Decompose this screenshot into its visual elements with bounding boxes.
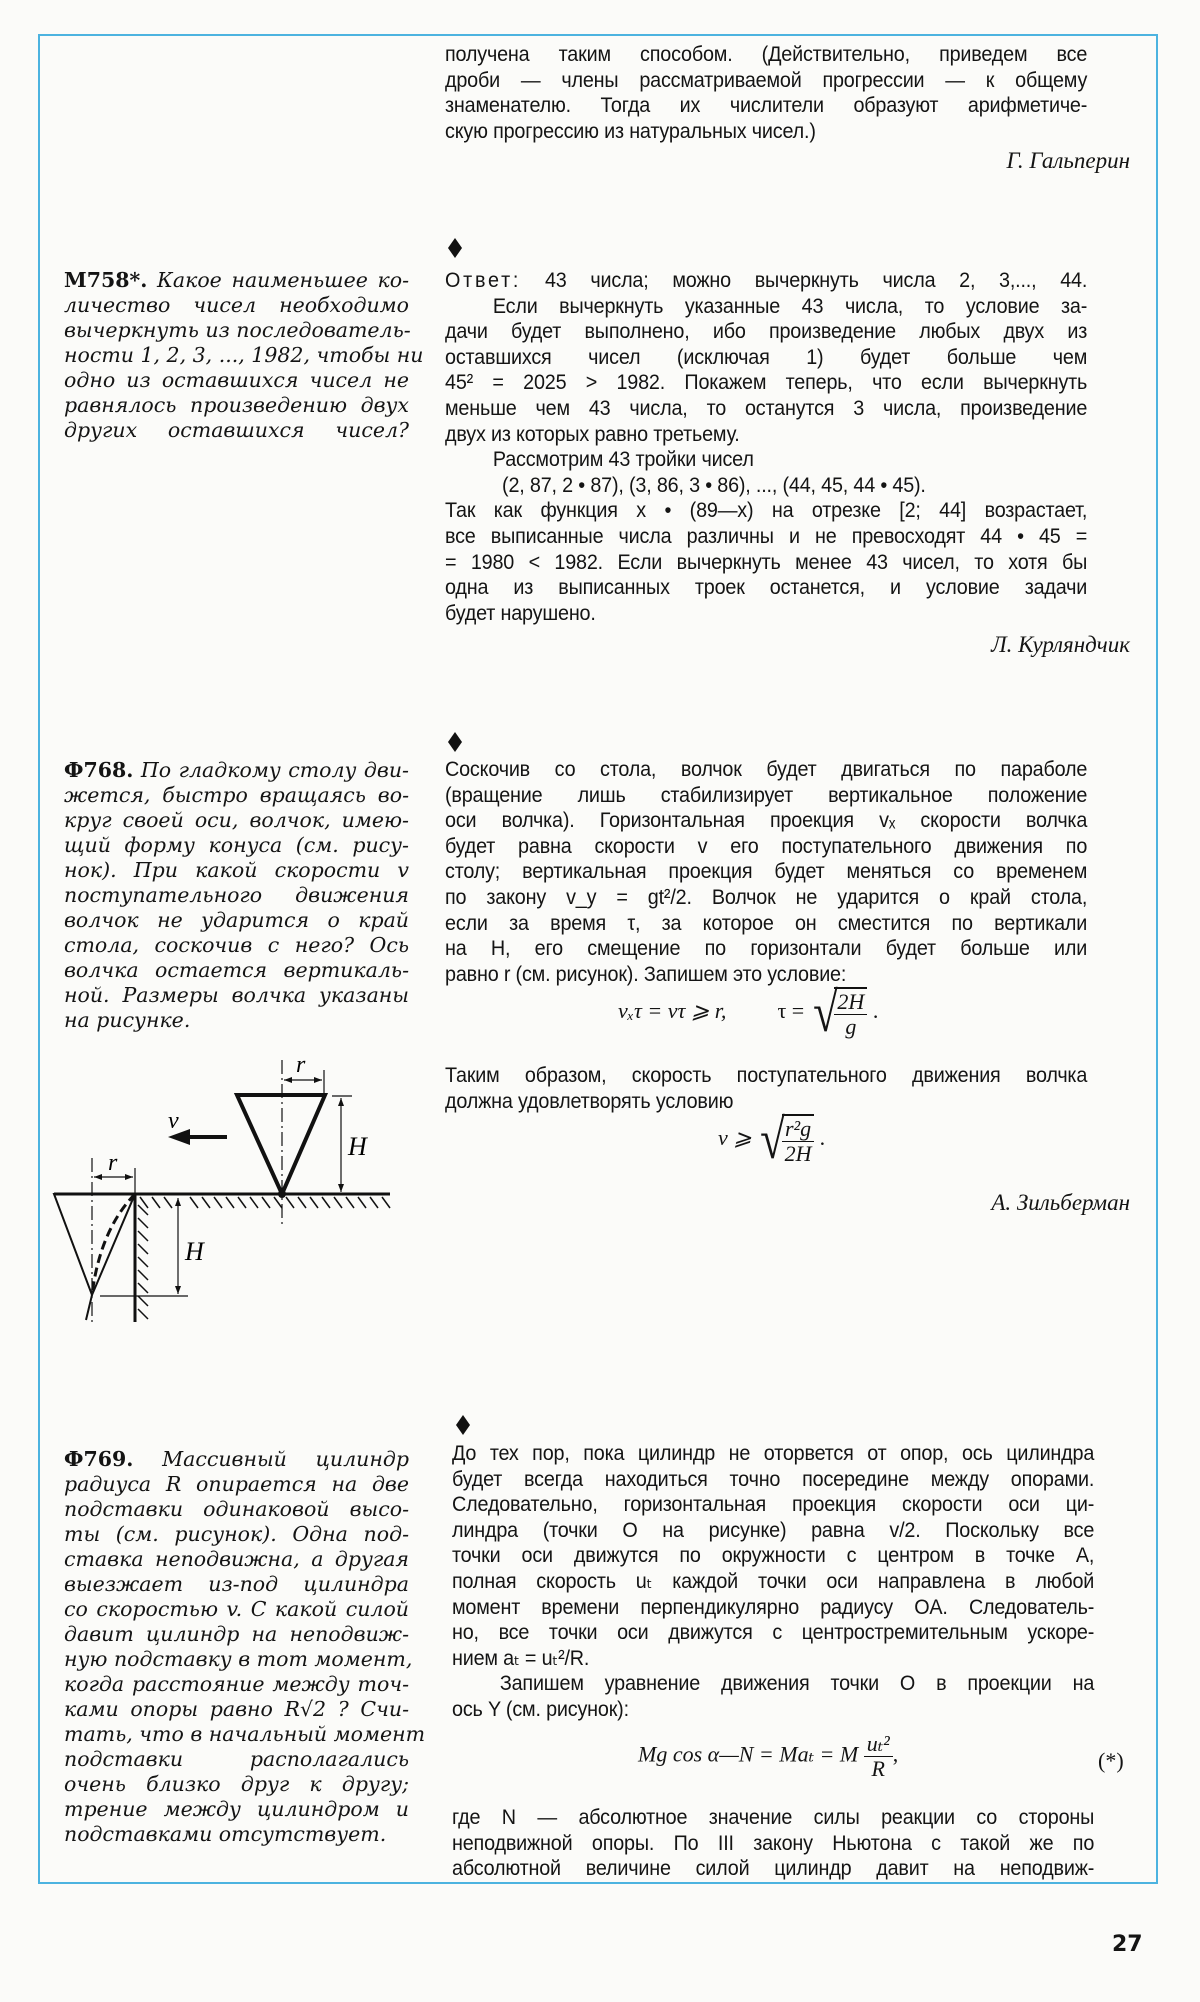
formula-velocity-condition: v ⩾ √ $\frac{\text{r²g}}{2H}$ . [718, 1109, 826, 1171]
solution-f769-continued: где N — абсолютное значение силы реакции со стороны неподвижной опоры. По III закону Ньютона с такой же по абсолютной величине силой цилиндр давит на неподвиж- [452, 1805, 1095, 1881]
diagram-svg [40, 1040, 400, 1330]
text-line: дроби — члены рассматриваемой прогрессии — к общему [445, 67, 1088, 92]
solution-f768: Соскочив со стола, волчок будет двигаться по параболе (вращение лишь стабилизирует вертикальное положение оси волчка). Горизонтальная проекция vₓ скорости волчка будет равна скорости v его поступательного движения по столу; вертикальная проекция будет меняться со временем по закону v_y = gt²/2. Волчок не ударится о край стола, если за время τ, за которое он сместится по вертикали на H, его смещение по горизонтали будет больше или равно r (см. рисунок). Запишем это условие: [445, 757, 1088, 986]
triples-formula: (2, 87, 2 • 87), (3, 86, 3 • 86), ..., (44, 45, 44 • 45). [502, 472, 926, 497]
problem-f768: Ф768. По гладкому столу дви- жется, быстро вращаясь во- круг своей оси, волчок, имею- щий форму конуса (см. рису- нок). При какой скорости v поступательного движения волчок не ударится о край стола, соскочив с него? Ось волчка остается вертикаль- ной. Размеры волчка указаны на рисунке. [64, 758, 409, 1032]
problem-id: M758*. [64, 268, 148, 292]
problem-id: Ф769. [64, 1447, 134, 1471]
solution-m758: Ответ: 43 числа; можно вычеркнуть числа 2, 3,..., 44. Если вычеркнуть указанные 43 числа, то условие за- дачи будет выполнено, ибо произведение любых двух из оставшихся чисел (исключая 1) будет больше чем 45² = 2025 > 1982. Покажем теперь, что если вычеркнуть меньше чем 43 числа, то останутся 3 числа, произведение двух из которых равно третьему. Рассмотрим 43 тройки чисел (2, 87, 2 • 87), (3, 86, 3 • 86), ..., (44, 45, 44 • 45). Так как функция x • (89—x) на отрезке [2; 44] возрастает, все выписанные числа различны и не превосходят 44 • 45 = = 1980 < 1982. Если вычеркнуть менее 43 чисел, то хотя бы одна из выписанных троек останется, и условие задачи будет нарушено. [445, 268, 1088, 625]
problem-id: Ф768. [64, 758, 134, 782]
author-signature: А. Зильберман [991, 1190, 1130, 1215]
previous-solution-text [445, 42, 1087, 144]
svg-text:H: H [185, 1237, 204, 1266]
sqrt-icon: √ $\frac{\text{r²g}}{2H}$ [757, 1112, 814, 1168]
svg-text:r: r [108, 1150, 118, 1176]
solution-f769: До тех пор, пока цилиндр не оторвется от опор, ось цилиндра будет всегда находиться точно посередине между опорами. Следовательно, горизонтальная проекция скорости оси ци- линдра (точки O на рисунке) равна v/2. Поскольку все точки оси движутся по окружности с центром в точке A, полная скорость uₜ каждой точки оси направлена в любой момент времени перпендикулярно радиусу OA. Следователь- но, все точки оси движутся с центростремительным ускоре- нием aₜ = uₜ²/R. Запишем уравнение движения точки O в проекции на ось Y (см. рисунок): [452, 1441, 1095, 1721]
svg-text:r: r [296, 1052, 306, 1078]
author-signature: Л. Курляндчик [991, 632, 1130, 657]
page-number: 27 [1112, 1932, 1143, 1957]
svg-text:v: v [168, 1108, 179, 1134]
solution-f768-continued: Таким образом, скорость поступательного движения волчка должна удовлетворять условию [445, 1063, 1088, 1113]
formula-tau: vₓτ = vτ ⩾ r, τ = √ $\frac{2H}{g}$ . [618, 982, 879, 1044]
problem-m758: M758*. Какое наименьшее ко- личество чисел необходимо вычеркнуть из последователь- ности 1, 2, 3, ..., 1982, чтобы ни одно из оставшихся чисел не равнялось произведению двух других оставшихся чисел? [64, 268, 424, 442]
equation-tag: (*) [1098, 1748, 1124, 1773]
problem-f769: Ф769. Массивный цилиндр радиуса R опирается на две подставки одинаковой высо- ты (см. рисунок). Одна под- ставка неподвижна, а другая выезжает из-под цилиндра со скоростью v. С какой силой давит цилиндр на неподвиж- ную подставку в тот момент, когда расстояние между точ- ками опоры равно R√2 ? Счи- тать, что в начальный момент подставки располагались очень близко друг к другу; трение между цилиндром и подставками отсутствует. [64, 1447, 426, 1846]
text-line: скую прогрессию из натуральных чисел.) [445, 118, 816, 143]
answer-label: Ответ: [445, 268, 522, 292]
svg-text:H: H [348, 1132, 367, 1161]
formula-equation-of-motion: Mg cos α—N = Maₜ = M $\frac{\text{uₜ²}}{R}$ , [638, 1731, 899, 1781]
text-line: получена таким способом. (Действительно, приведем все [445, 42, 1088, 66]
author-signature: Г. Гальперин [1006, 148, 1130, 173]
text-line: знаменателю. Тогда их числители образуют арифметиче- [445, 93, 1088, 118]
spinning-top-diagram [40, 1040, 400, 1335]
sqrt-icon: √ $\frac{2H}{g}$ [810, 985, 868, 1041]
